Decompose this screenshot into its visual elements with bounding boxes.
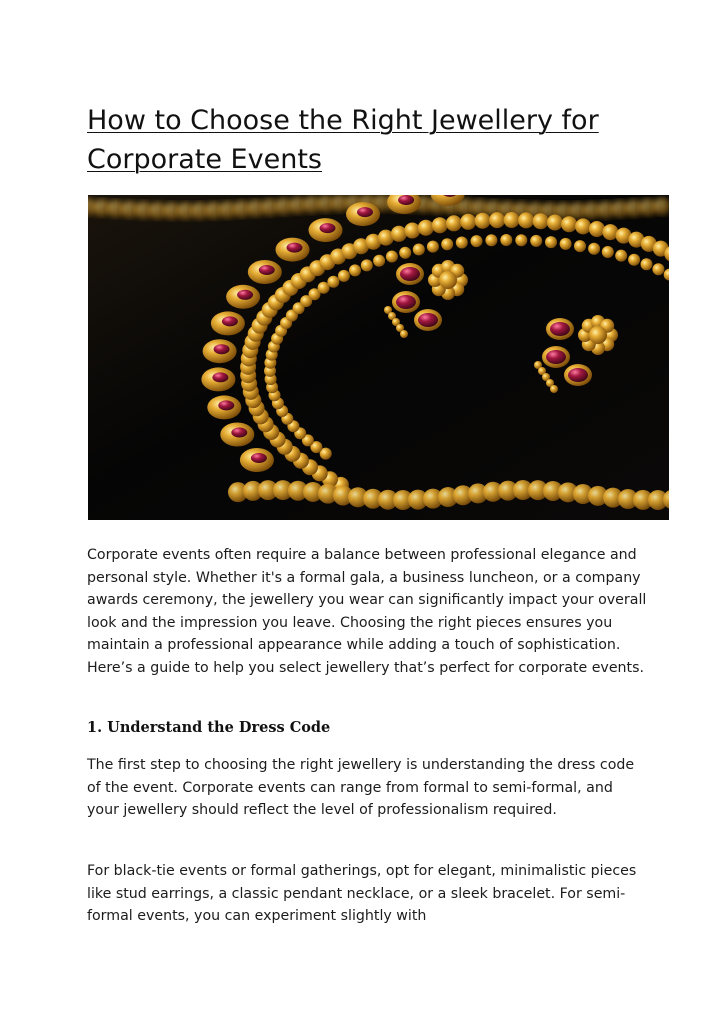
bead xyxy=(399,247,411,259)
hero-image xyxy=(88,195,669,520)
bead xyxy=(515,234,527,246)
article-title xyxy=(87,101,647,179)
bead xyxy=(489,212,505,228)
bead xyxy=(561,216,577,232)
bead xyxy=(500,234,512,246)
ruby-stone xyxy=(287,243,303,253)
bead xyxy=(545,236,557,248)
bead xyxy=(404,223,420,239)
bead xyxy=(575,218,591,234)
bead xyxy=(550,385,558,393)
ruby-stone xyxy=(396,295,416,309)
bead xyxy=(530,235,542,247)
bead xyxy=(418,220,434,236)
ruby-stone xyxy=(237,290,253,300)
bead xyxy=(446,215,462,231)
bead xyxy=(615,250,627,262)
bead xyxy=(432,217,448,233)
bead xyxy=(602,246,614,258)
bead xyxy=(504,212,520,228)
ruby-stone xyxy=(251,453,267,463)
dress-code-paragraph-1: The first step to choosing the right jewellery is understanding the dress code of the event. Corporate events can range from formal to semi-formal, and your jewellery should reflect the level of professionalism required. xyxy=(87,757,635,819)
bead xyxy=(547,215,563,231)
bead xyxy=(518,212,534,228)
bead xyxy=(460,214,476,230)
ruby-stone xyxy=(400,267,420,281)
ruby-stone xyxy=(568,368,588,382)
ruby-stone xyxy=(212,372,228,382)
bead xyxy=(456,237,468,249)
bead xyxy=(471,235,483,247)
bead xyxy=(628,254,640,266)
bead xyxy=(413,244,425,256)
ruby-stone xyxy=(231,428,247,438)
ruby-stone xyxy=(214,344,230,354)
ruby-stone xyxy=(398,195,414,205)
flower-center xyxy=(439,271,457,289)
bead xyxy=(574,240,586,252)
ruby-stone xyxy=(222,316,238,326)
ruby-stone xyxy=(218,400,234,410)
ruby-stone xyxy=(357,207,373,217)
section-heading-dress-code: 1. Understand the Dress Code xyxy=(87,719,331,736)
bead xyxy=(361,259,373,271)
bead xyxy=(485,234,497,246)
bead xyxy=(327,276,339,288)
article-title-text: How to Choose the Right Jewellery for Corporate Events xyxy=(87,105,599,175)
bead xyxy=(400,330,408,338)
bead xyxy=(641,258,653,270)
bead xyxy=(338,270,350,282)
bead xyxy=(560,238,572,250)
bead xyxy=(652,263,664,275)
bead xyxy=(373,255,385,267)
bead xyxy=(441,238,453,250)
bead xyxy=(391,226,407,242)
ruby-stone xyxy=(418,313,438,327)
dress-code-paragraph-2: For black-tie events or formal gatherings, opt for elegant, minimalistic pieces like stud earrings, a classic pendant necklace, or a sleek bracelet. For semi-formal events, you can experiment slightly with xyxy=(87,863,637,925)
intro-paragraph: Corporate events often require a balance between professional elegance and personal style. Whether it's a formal gala, a business luncheon, or a company awards ceremony, the jewellery you wear can significantly impact your overall look and the impression you leave. Choosing the right pieces ensures you maintain a professional appearance while adding a touch of sophistication. Here’s a guide to help you select jewellery that’s perfect for corporate events. xyxy=(87,547,647,676)
bead xyxy=(427,241,439,253)
flower-center xyxy=(589,326,607,344)
bead xyxy=(349,264,361,276)
bead xyxy=(475,213,491,229)
ruby-stone xyxy=(546,350,566,364)
ruby-stone xyxy=(320,223,336,233)
gold-necklace-earrings-photo-icon xyxy=(88,195,669,520)
bead xyxy=(386,251,398,263)
ruby-stone xyxy=(550,322,570,336)
bead xyxy=(533,213,549,229)
bead xyxy=(588,243,600,255)
ruby-stone xyxy=(259,265,275,275)
bead xyxy=(589,221,605,237)
